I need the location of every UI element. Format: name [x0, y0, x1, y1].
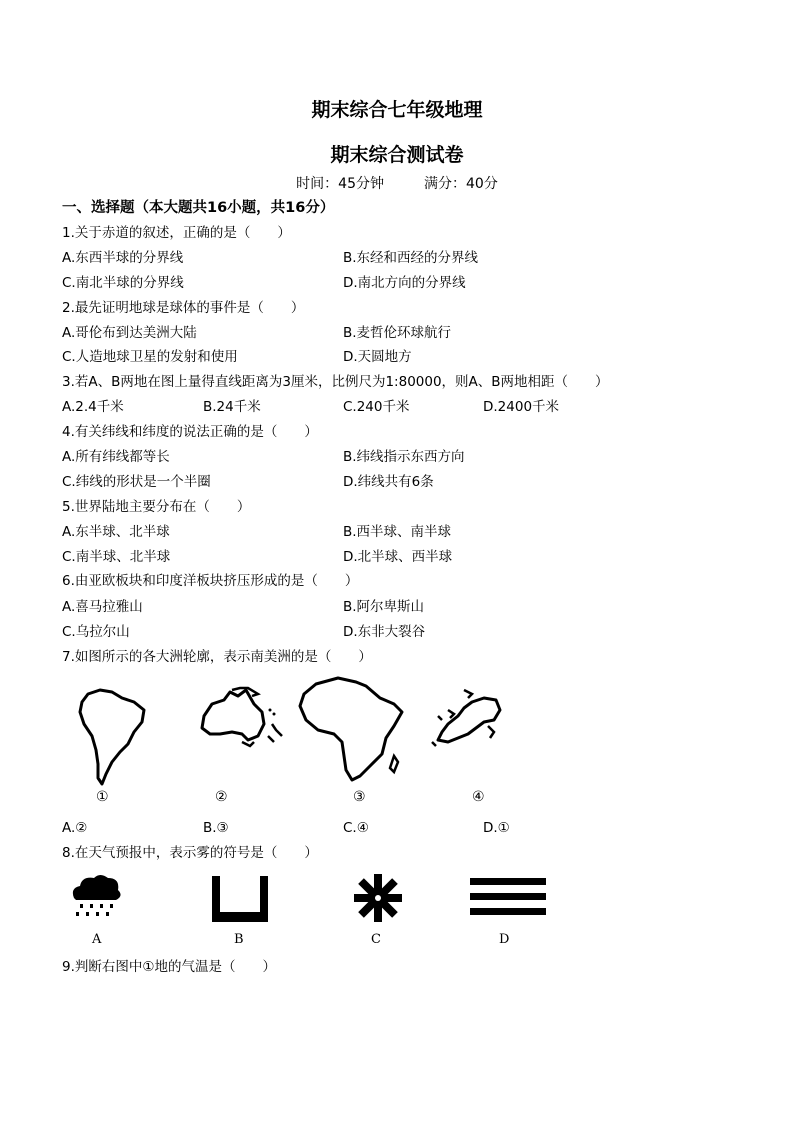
figure-label: B — [234, 932, 244, 947]
question-stem: 7.如图所示的各大洲轮廓，表示南美洲的是（ ） — [62, 649, 372, 665]
figure-label: ③ — [353, 789, 366, 805]
option-a: A.东半球、北半球 — [62, 524, 170, 540]
rain-cloud-icon — [68, 872, 124, 922]
option-c: C.南北半球的分界线 — [62, 275, 184, 291]
option-a: A.哥伦布到达美洲大陆 — [62, 325, 197, 341]
option-c: C.乌拉尔山 — [62, 624, 130, 640]
europe-outline-icon — [428, 688, 504, 750]
option-c: C.纬线的形状是一个半圈 — [62, 474, 211, 490]
question-stem: 9.判断右图中①地的气温是（ ） — [62, 959, 276, 975]
question-stem: 8.在天气预报中，表示雾的符号是（ ） — [62, 845, 318, 861]
option-b: B.纬线指示东西方向 — [343, 449, 465, 465]
option-d: D.天圆地方 — [343, 349, 412, 365]
figure-label: ④ — [472, 789, 485, 805]
option-d: D.2400千米 — [483, 399, 560, 415]
section-heading: 一、选择题（本大题共16小题，共16分） — [62, 200, 335, 216]
option-b: B.麦哲伦环球航行 — [343, 325, 452, 341]
exam-meta — [0, 173, 794, 193]
question-stem: 5.世界陆地主要分布在（ ） — [62, 499, 251, 515]
option-b: B.③ — [203, 820, 229, 836]
option-c: C.人造地球卫星的发射和使用 — [62, 349, 238, 365]
south-america-outline-icon — [78, 688, 148, 786]
question-stem: 1.关于赤道的叙述，正确的是（ ） — [62, 225, 291, 241]
option-d: D.南北方向的分界线 — [343, 275, 466, 291]
option-d: D.东非大裂谷 — [343, 624, 426, 640]
option-b: B.阿尔卑斯山 — [343, 599, 425, 615]
option-a: A.东西半球的分界线 — [62, 250, 184, 266]
option-b: B.西半球、南半球 — [343, 524, 452, 540]
option-b: B.东经和西经的分界线 — [343, 250, 479, 266]
australia-outline-icon — [198, 686, 286, 748]
page-title: 期末综合七年级地理 — [311, 99, 483, 121]
question-stem: 4.有关纬线和纬度的说法正确的是（ ） — [62, 424, 318, 440]
page-subtitle: 期末综合测试卷 — [330, 144, 464, 166]
option-a: A.所有纬线都等长 — [62, 449, 170, 465]
exam-score: 满分：40分 — [424, 176, 498, 192]
option-a: A.喜马拉雅山 — [62, 599, 143, 615]
option-d: D.纬线共有6条 — [343, 474, 434, 490]
snowflake-icon — [350, 872, 406, 924]
africa-outline-icon — [298, 676, 406, 782]
question-stem: 3.若A、B两地在图上量得直线距离为3厘米，比例尺为1:80000，则A、B两地相距（ ） — [62, 374, 609, 390]
fog-symbol-icon — [468, 876, 548, 918]
figure-label: ① — [96, 789, 109, 805]
figure-label: ② — [215, 789, 228, 805]
option-c: C.④ — [343, 820, 369, 836]
question-stem: 6.由亚欧板块和印度洋板块挤压形成的是（ ） — [62, 573, 359, 589]
option-a: A.② — [62, 820, 88, 836]
option-c: C.240千米 — [343, 399, 410, 415]
sandstorm-symbol-icon — [208, 874, 272, 924]
option-a: A.2.4千米 — [62, 399, 124, 415]
option-c: C.南半球、北半球 — [62, 549, 171, 565]
exam-time: 时间：45分钟 — [296, 176, 384, 192]
option-d: D.① — [483, 820, 510, 836]
figure-label: D — [499, 932, 510, 947]
figure-label: A — [92, 932, 102, 947]
figure-label: C — [371, 932, 381, 947]
option-d: D.北半球、西半球 — [343, 549, 453, 565]
option-b: B.24千米 — [203, 399, 261, 415]
question-stem: 2.最先证明地球是球体的事件是（ ） — [62, 300, 305, 316]
